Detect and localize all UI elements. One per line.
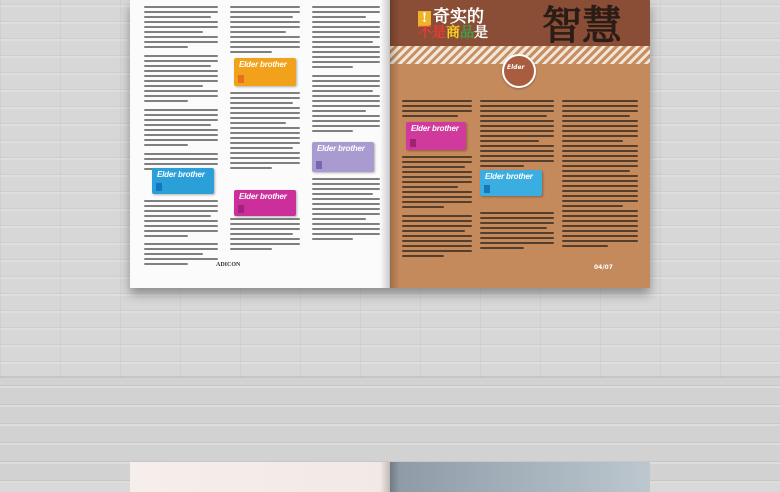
- tag-subtitle: [316, 161, 322, 169]
- tag-title: Elder brother: [317, 144, 365, 153]
- right-column-2b: [480, 212, 554, 252]
- big-title-word: 智慧: [542, 2, 622, 49]
- tag-title: Elder brother: [239, 192, 287, 201]
- tag-elder-brother-magenta: [234, 190, 296, 216]
- tag-elder-brother-cyan: [480, 170, 542, 196]
- footer-brand: ADICON: [216, 262, 241, 268]
- right-page: [390, 0, 650, 288]
- second-magazine-gutter: [380, 462, 400, 492]
- left-page: [130, 0, 390, 288]
- left-column-1: [144, 6, 218, 173]
- tag-elder-brother-lavender: [312, 142, 374, 172]
- elder-badge: Elder: [502, 54, 536, 88]
- tag-title: Elder brother: [485, 172, 533, 181]
- left-column-1b: [144, 200, 218, 268]
- right-column-1b: [402, 156, 472, 260]
- tag-subtitle: [484, 185, 490, 193]
- second-magazine-right: [390, 462, 650, 492]
- title-line-2: 不是商品是: [418, 25, 488, 41]
- left-column-3b: [312, 178, 380, 243]
- tag-subtitle: [238, 75, 244, 83]
- tag-elder-brother-orange: [234, 58, 296, 86]
- right-column-1: [402, 100, 472, 120]
- left-column-2c: [230, 218, 300, 253]
- left-column-3: [312, 6, 380, 135]
- left-column-2b: [230, 92, 300, 172]
- exclamation-icon: !: [418, 11, 431, 27]
- tag-title: Elder brother: [239, 60, 287, 69]
- tag-title: Elder brother: [157, 170, 205, 179]
- left-column-2: [230, 6, 300, 56]
- tag-subtitle: [410, 139, 416, 147]
- tag-elder-brother-blue: [152, 168, 214, 194]
- spread-gutter: [380, 0, 400, 288]
- magazine-spread: [130, 0, 650, 288]
- tag-subtitle: [238, 205, 244, 213]
- tag-title: Elder brother: [411, 124, 459, 133]
- tag-elder-brother-pink: [406, 122, 466, 150]
- title-line-1: ! 奇实的: [418, 2, 484, 27]
- tag-subtitle: [156, 183, 162, 191]
- right-column-3: [562, 100, 638, 250]
- second-magazine: [130, 462, 650, 492]
- second-magazine-left: [130, 462, 390, 492]
- right-column-2: [480, 100, 554, 170]
- page-number: 04/07: [594, 264, 613, 271]
